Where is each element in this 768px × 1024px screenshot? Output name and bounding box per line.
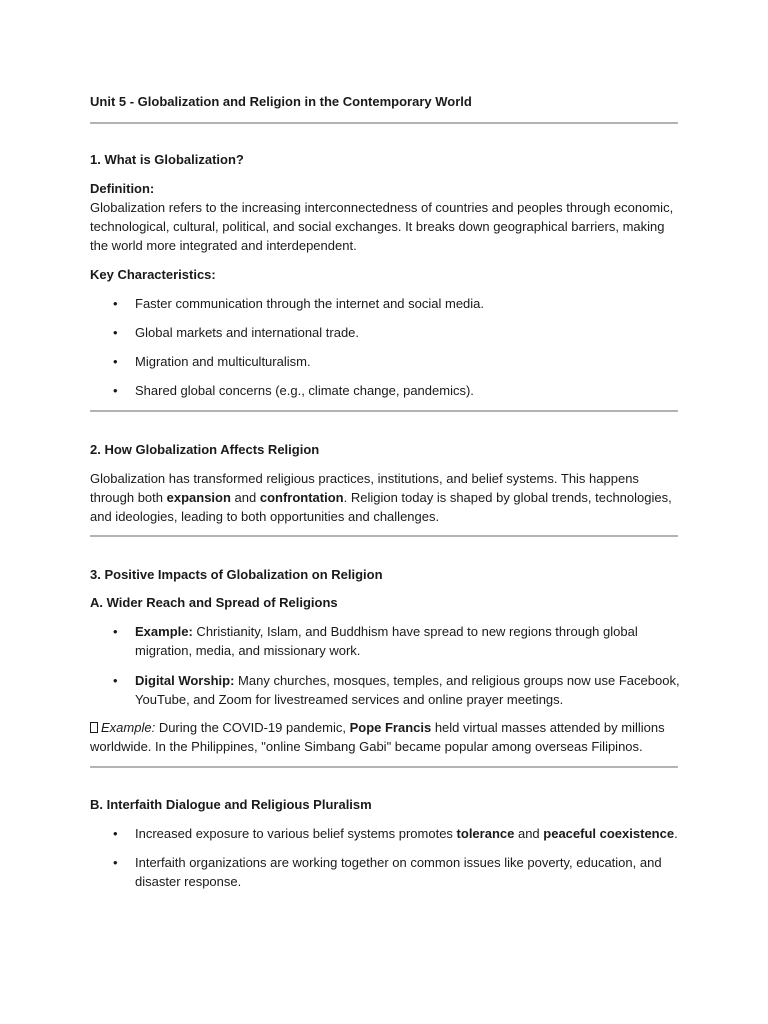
example-paragraph: Example: During the COVID-19 pandemic, Pope Francis held virtual masses attended by millions worldwide. In the Philippines, "online Simbang Gabi" became popular among overseas Filipinos. [90,720,665,754]
section-divider [90,766,678,768]
subsection-a-heading: A. Wider Reach and Spread of Religions [90,595,338,610]
bullet-marker: • [113,325,118,340]
list-item: Global markets and international trade. [135,325,360,340]
section-divider [90,122,678,124]
section-2-heading: 2. How Globalization Affects Religion [90,442,320,457]
section-3-heading: 3. Positive Impacts of Globalization on Religion [90,567,383,582]
list-item: Shared global concerns (e.g., climate change, pandemics). [135,383,474,398]
bullet-marker: • [113,673,118,688]
subsection-b-heading: B. Interfaith Dialogue and Religious Pluralism [90,797,372,812]
section-2-paragraph: Globalization has transformed religious practices, institutions, and belief systems. This happens through both expansion and confrontation. Religion today is shaped by global trends, technologies, and ideologies, leading to both opportunities and challenges. [90,471,672,524]
list-item: Digital Worship: Many churches, mosques, temples, and religious groups now use Facebook, YouTube, and Zoom for livestreamed services and online prayer meetings. [135,673,680,707]
list-item: Example: Christianity, Islam, and Buddhism have spread to new regions through global migration, media, and missionary work. [135,624,638,658]
list-item: Interfaith organizations are working together on common issues like poverty, education, and disaster response. [135,855,662,889]
bullet-marker: • [113,624,118,639]
section-1-heading: 1. What is Globalization? [90,152,244,167]
list-item: Increased exposure to various belief systems promotes tolerance and peaceful coexistence. [135,826,678,841]
key-characteristics-label: Key Characteristics: [90,267,216,282]
list-item: Faster communication through the internet and social media. [135,296,485,311]
document-title: Unit 5 - Globalization and Religion in the Contemporary World [90,94,472,109]
list-item: Migration and multiculturalism. [135,354,311,369]
emphasis-confrontation: confrontation [259,490,344,505]
bullet-marker: • [113,296,118,311]
bullet-marker: • [113,826,118,841]
definition-text: Globalization refers to the increasing interconnectedness of countries and peoples through economic, technological, cultural, political, and social exchanges. It breaks down geographical barriers, making the world more integrated and interdependent. [90,200,674,253]
bullet-marker: • [113,354,118,369]
missing-glyph-icon [90,722,98,733]
definition-label: Definition: [90,181,155,196]
section-divider [90,535,678,537]
emphasis-expansion: expansion [166,490,231,505]
bullet-marker: • [113,855,118,870]
section-divider [90,410,678,412]
bullet-marker: • [113,383,118,398]
